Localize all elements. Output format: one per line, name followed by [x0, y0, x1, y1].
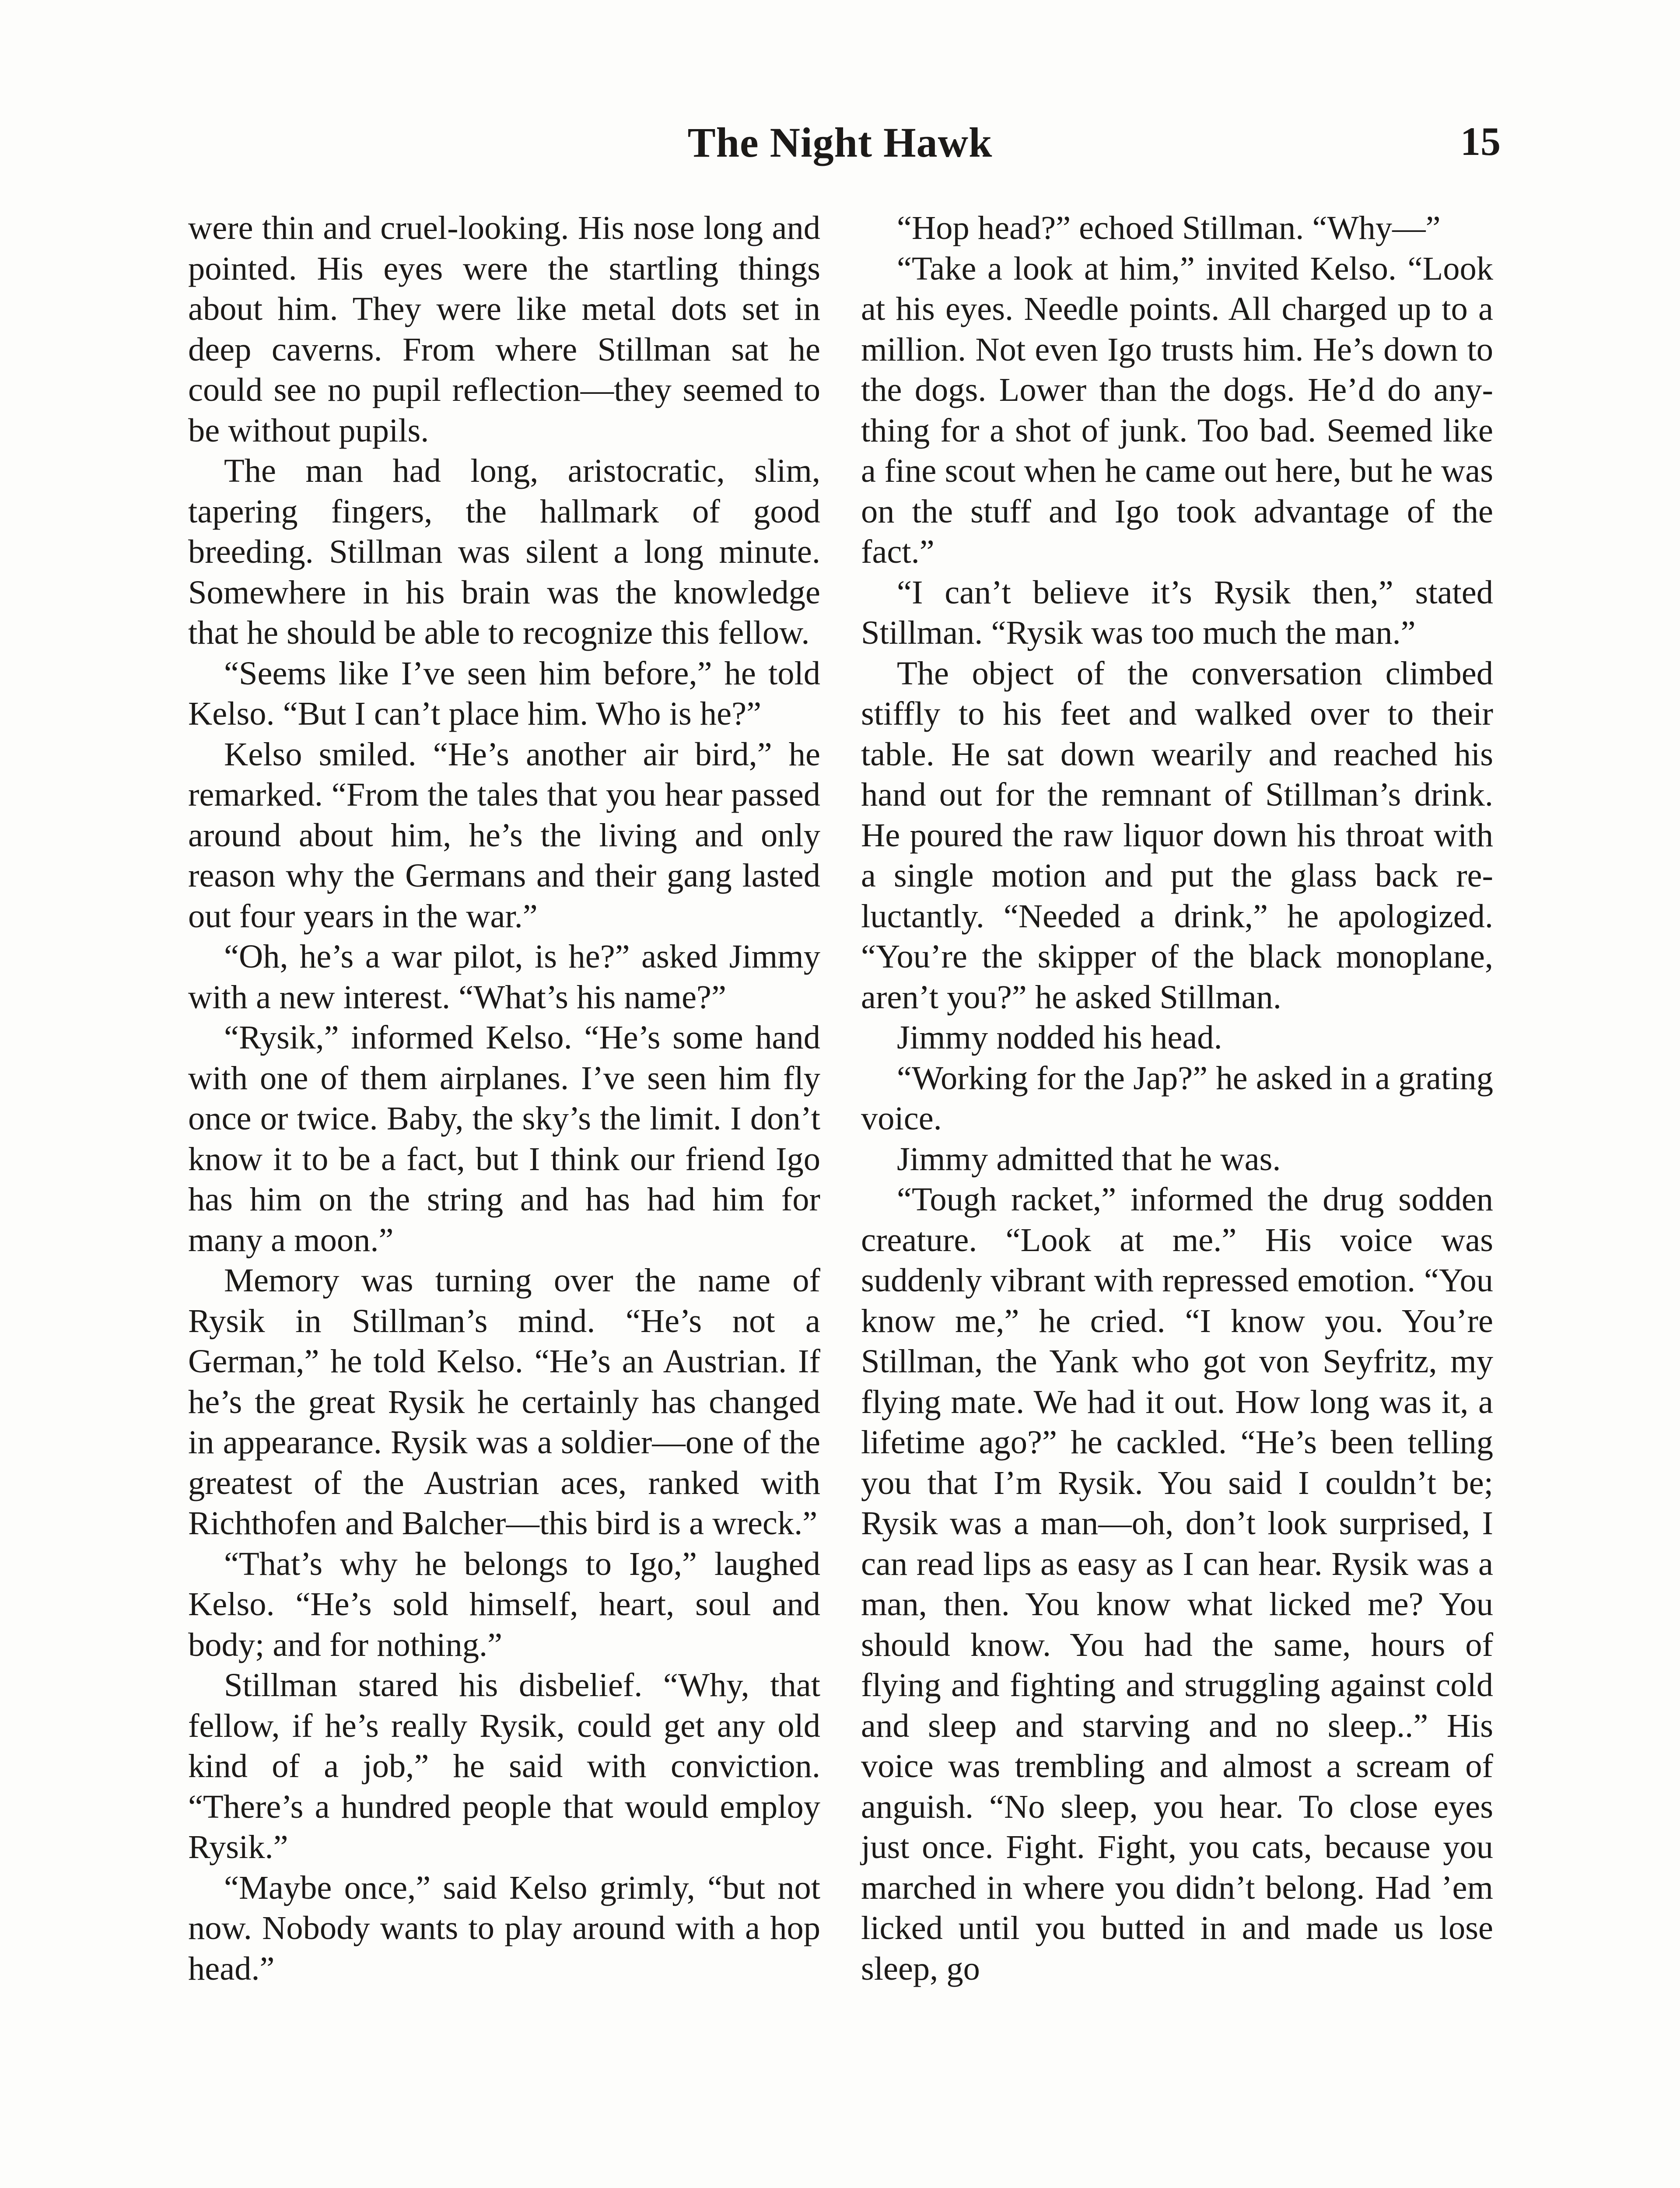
paragraph: “Oh, he’s a war pilot, is he?” asked Jimmy with a new interest. “What’s his name?”	[188, 938, 820, 1016]
paragraph: Jimmy admitted that he was.	[897, 1140, 1281, 1178]
paragraph: “Hop head?” echoed Stillman. “Why—”	[897, 209, 1441, 246]
paragraph: The man had long, aristocratic, slim, tapering fingers, the hallmark of good breeding. Stillman was silent a long minute. Somewhere in his brain was the knowledge that he should be able to recognize this fellow.	[188, 452, 820, 651]
paragraph: “That’s why he belongs to Igo,” laughed Kelso. “He’s sold himself, heart, soul and body; and for nothing.”	[188, 1545, 820, 1663]
left-column	[188, 208, 820, 1989]
paragraph: “Seems like I’ve seen him before,” he told Kelso. “But I can’t place him. Who is he?”	[188, 654, 820, 732]
paragraph: Jimmy nodded his head.	[897, 1019, 1222, 1056]
paragraph: “Working for the Jap?” he asked in a grating voice.	[861, 1059, 1493, 1137]
right-column	[861, 208, 1493, 1989]
paragraph: “I can’t believe it’s Rysik then,” stated Stillman. “Rysik was too much the man.”	[861, 573, 1493, 651]
paragraph: Kelso smiled. “He’s another air bird,” he remarked. “From the tales that you hear passed around about him, he’s the living and only reason why the Germans and their gang lasted out four years in the war.”	[188, 735, 820, 935]
paragraph: Memory was turning over the name of Rysik in Stillman’s mind. “He’s not a German,” he told Kelso. “He’s an Austrian. If he’s the great Rysik he certainly has changed in appearance. Rysik was a soldier—one of the greatest of the Austrian aces, ranked with Richthofen and Balcher—this bird is a wreck.”	[188, 1262, 820, 1542]
paragraph: Stillman stared his disbelief. “Why, that fellow, if he’s really Rysik, could get any old kind of a job,” he said with conviction. “There’s a hundred people that would employ Rysik.”	[188, 1666, 820, 1865]
paragraph: “Rysik,” informed Kelso. “He’s some hand with one of them airplanes. I’ve seen him fly once or twice. Baby, the sky’s the limit. I don’t know it to be a fact, but I think our friend Igo has him on the string and has had him for many a moon.”	[188, 1019, 820, 1259]
paragraph: “Take a look at him,” invited Kelso. “Look at his eyes. Needle points. All charged up to a million. Not even Igo trusts him. He’s down to the dogs. Lower than the dogs. He’d do anything for a shot of junk. Too bad. Seemed like a fine scout when he came out here, but he was on the stuff and Igo took advantage of the fact.”	[861, 249, 1493, 570]
page-header	[184, 118, 1501, 179]
page-number: 15	[1460, 119, 1501, 164]
running-title: The Night Hawk	[687, 119, 993, 166]
paragraph: “Tough racket,” informed the drug sodden creature. “Look at me.” His voice was suddenly vibrant with repressed emotion. “You know me,” he cried. “I know you. You’re Stillman, the Yank who got von Seyfritz, my flying mate. We had it out. How long was it, a lifetime ago?” he cackled. “He’s been telling you that I’m Rysik. You said I couldn’t be; Rysik was a man—oh, don’t look surprised, I can read lips as easy as I can hear. Rysik was a man, then. You know what licked me? You should know. You had the same, hours of flying and fighting and struggling against cold and sleep and starving and no sleep..” His voice was trembling and almost a scream of anguish. “No sleep, you hear. To close eyes just once. Fight. Fight, you cats, because you marched in where you didn’t belong. Had ’em licked until you butted in and made us lose sleep, go	[861, 1181, 1493, 1987]
paragraph: “Maybe once,” said Kelso grimly, “but not now. Nobody wants to play around with a hop head.”	[188, 1869, 820, 1987]
paragraph: were thin and cruel-looking. His nose long and pointed. His eyes were the startling things about him. They were like metal dots set in deep caverns. From where Stillman sat he could see no pupil reflection—they seemed to be without pupils.	[188, 209, 820, 449]
paragraph: The object of the conversation climbed stiffly to his feet and walked over to their table. He sat down wearily and reached his hand out for the remnant of Stillman’s drink. He poured the raw liquor down his throat with a single motion and put the glass back reluctantly. “Needed a drink,” he apologized. “You’re the skipper of the black monoplane, aren’t you?” he asked Stillman.	[861, 654, 1493, 1016]
